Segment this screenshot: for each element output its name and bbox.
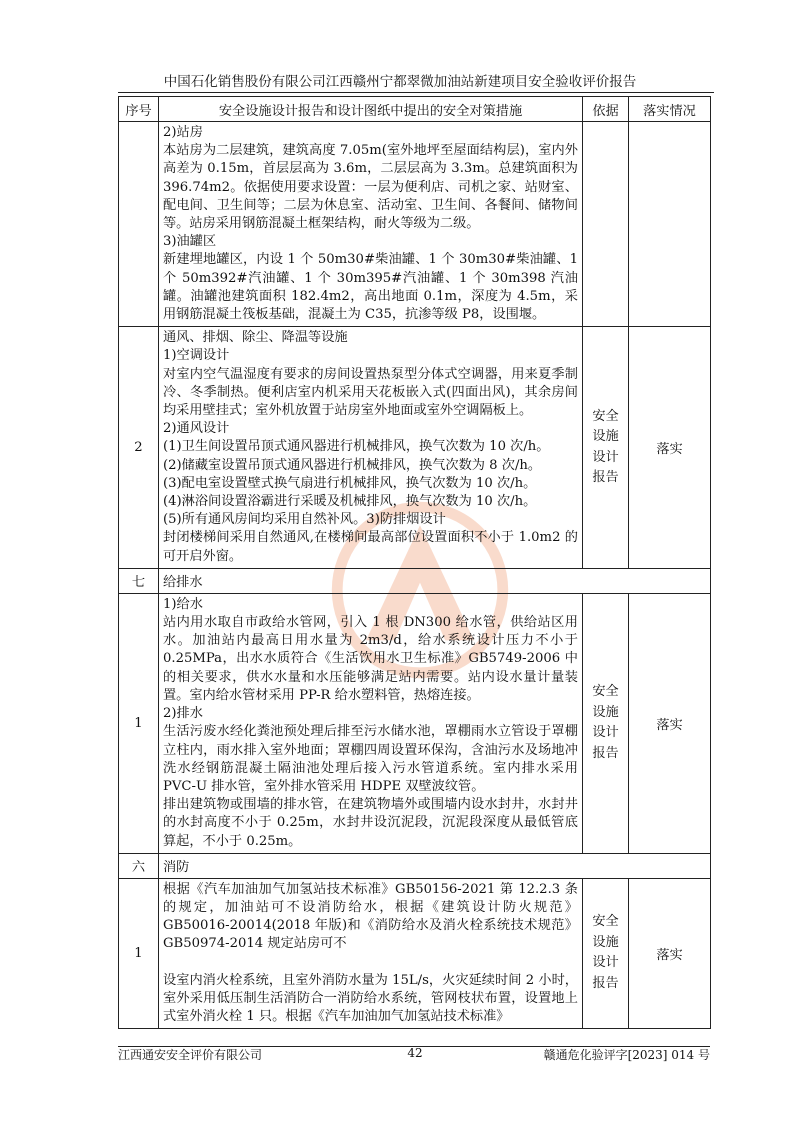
measure-paragraph: 2)通风设计	[163, 421, 230, 437]
measure-paragraph: 1)空调设计	[163, 348, 230, 364]
table-row	[119, 593, 711, 853]
basis-cell: 安全设施设计报告	[583, 327, 629, 569]
table-row	[119, 122, 711, 327]
measure-paragraph: 设室内消火栓系统，且室外消防水量为 15L/s，火灾延续时间 2 小时，室外采用低压制生活消防合一消防给水系统，管网枝状布置，设置地上式室外消火栓 1 只。根据《汽车加油加气加氢站技术标准》	[163, 972, 578, 1024]
row-index: 1	[119, 878, 159, 1028]
section-title: 给排水	[159, 568, 711, 593]
header-basis: 依据	[583, 97, 629, 122]
measure-cell	[159, 593, 583, 853]
row-index: 1	[119, 593, 159, 853]
measure-cell	[159, 327, 583, 569]
measure-cell	[159, 878, 583, 1028]
measure-paragraph: 2)站房	[163, 125, 203, 140]
measure-paragraph: (3)配电室设置壁式换气扇进行机械排风，换气次数为 10 次/h。	[163, 475, 537, 491]
header-measure: 安全设施设计报告和设计图纸中提出的安全对策措施	[159, 97, 583, 122]
status-cell: 落实	[629, 327, 711, 569]
measure-paragraph: 根据《汽车加油加气加氢站技术标准》GB50156-2021 第 12.2.3 条的规定，加油站可不设消防给水，根据《建筑设计防火规范》GB50016-20014(2018 年版)和《消防给水及消火栓系统技术规范》GB50974-2014 规定站房可不	[163, 881, 578, 952]
section-row	[119, 568, 711, 593]
page-header: 中国石化销售股份有限公司江西赣州宁都翠微加油站新建项目安全验收评价报告	[163, 74, 637, 90]
section-index: 六	[119, 853, 159, 878]
footer-company: 江西通安安全评价有限公司	[118, 1048, 263, 1062]
measure-paragraph: (2)储藏室设置吊顶式通风器进行机械排风，换气次数为 8 次/h。	[163, 457, 542, 473]
header-index: 序号	[119, 97, 159, 122]
measure-paragraph: 排出建筑物或围墙的排水管，在建筑物墙外或围墙内设水封井，水封井的水封高度不小于 0.25m，水封井设沉泥段，沉泥段深度从最低管底算起，不小于 0.25m。	[163, 797, 578, 849]
measure-paragraph: 生活污废水经化粪池预处理后排至污水储水池，罩棚雨水立管设于罩棚立柱内，雨水排入室外地面；罩棚四周设置环保沟，含油污水及场地冲洗水经钢筋混凝土隔油池处理后接入污水管道系统。室内排水采用 PVC-U 排水管，室外排水管采用 HDPE 双壁波纹管。	[163, 724, 578, 794]
measure-paragraph: (5)所有通风房间均采用自然补风。3)防排烟设计	[163, 512, 446, 528]
table-row	[119, 327, 711, 569]
row-index: 2	[119, 327, 159, 569]
row-index	[119, 122, 159, 327]
measure-paragraph: (1)卫生间设置吊顶式通风器进行机械排风，换气次数为 10 次/h。	[163, 439, 550, 455]
measure-paragraph: 2)排水	[163, 706, 203, 722]
measure-paragraph: 通风、排烟、除尘、降温等设施	[163, 330, 348, 346]
status-cell: 落实	[629, 593, 711, 853]
section-row	[119, 853, 711, 878]
section-title: 消防	[159, 853, 711, 878]
measure-cell	[159, 122, 583, 327]
measure-paragraph: 1)给水	[163, 596, 203, 612]
measure-paragraph	[163, 954, 578, 972]
measure-paragraph: 3)油罐区	[163, 234, 217, 250]
header-rule	[118, 92, 714, 93]
basis-cell: 安全设施设计报告	[583, 593, 629, 853]
table-row	[119, 878, 711, 1028]
basis-cell: 安全设施设计报告	[583, 878, 629, 1028]
safety-measures-table	[118, 96, 711, 1029]
measure-paragraph: 站内用水取自市政给水管网，引入 1 根 DN300 给水管，供给站区用水。加油站内最高日用水量为 2m3/d，给水系统设计压力不小于 0.25MPa，出水水质符合《生活饮用水卫生标准》GB5749-2006 中的相关要求，供水水量和水压能够满足站内需要。站内设水量计量装置。室内给水管材采用 PP-R 给水塑料管，热熔连接。	[163, 615, 578, 703]
page-number: 42	[407, 1046, 423, 1060]
measure-paragraph: 对室内空气温湿度有要求的房间设置热泵型分体式空调器，用来夏季制冷、冬季制热。便利店室内机采用天花板嵌入式(四面出风)，其余房间均采用壁挂式；室外机放置于站房室外地面或室外空调隔板上。	[163, 366, 578, 419]
basis-cell	[583, 122, 629, 327]
footer-doc-number: 赣通危化验评字[2023] 014 号	[543, 1048, 710, 1062]
measure-paragraph: (4)淋浴间设置浴霸进行采暖及机械排风，换气次数为 10 次/h。	[163, 494, 537, 510]
status-cell	[629, 122, 711, 327]
measure-paragraph: 本站房为二层建筑，建筑高度 7.05m(室外地坪至屋面结构层)，室内外高差为 0.15m，首层层高为 3.6m，二层层高为 3.3m。总建筑面积为 396.74m2。依据使用要求设置：一层为便利店、司机之家、站财室、配电间、卫生间等；二层为休息室、活动室、卫生间、各餐间、储物间等。站房采用钢筋混凝土框架结构，耐火等级为二级。	[163, 143, 578, 232]
section-index: 七	[119, 568, 159, 593]
header-status: 落实情况	[629, 97, 711, 122]
table-header-row	[119, 97, 711, 122]
status-cell: 落实	[629, 878, 711, 1028]
measure-paragraph: 封闭楼梯间采用自然通风,在楼梯间最高部位设置面积不小于 1.0m2 的可开启外窗。	[163, 530, 578, 564]
measure-paragraph: 新建埋地罐区，内设 1 个 50m30#柴油罐、1 个 30m30#柴油罐、1 个 50m392#汽油罐、1 个 30m395#汽油罐、1 个 30m398 汽油罐。油罐池建筑面积 182.4m2，高出地面 0.1m，深度为 4.5m，采用钢筋混凝土筏板基础，混凝土为 C35，抗渗等级 P8，设围堰。	[163, 252, 578, 323]
